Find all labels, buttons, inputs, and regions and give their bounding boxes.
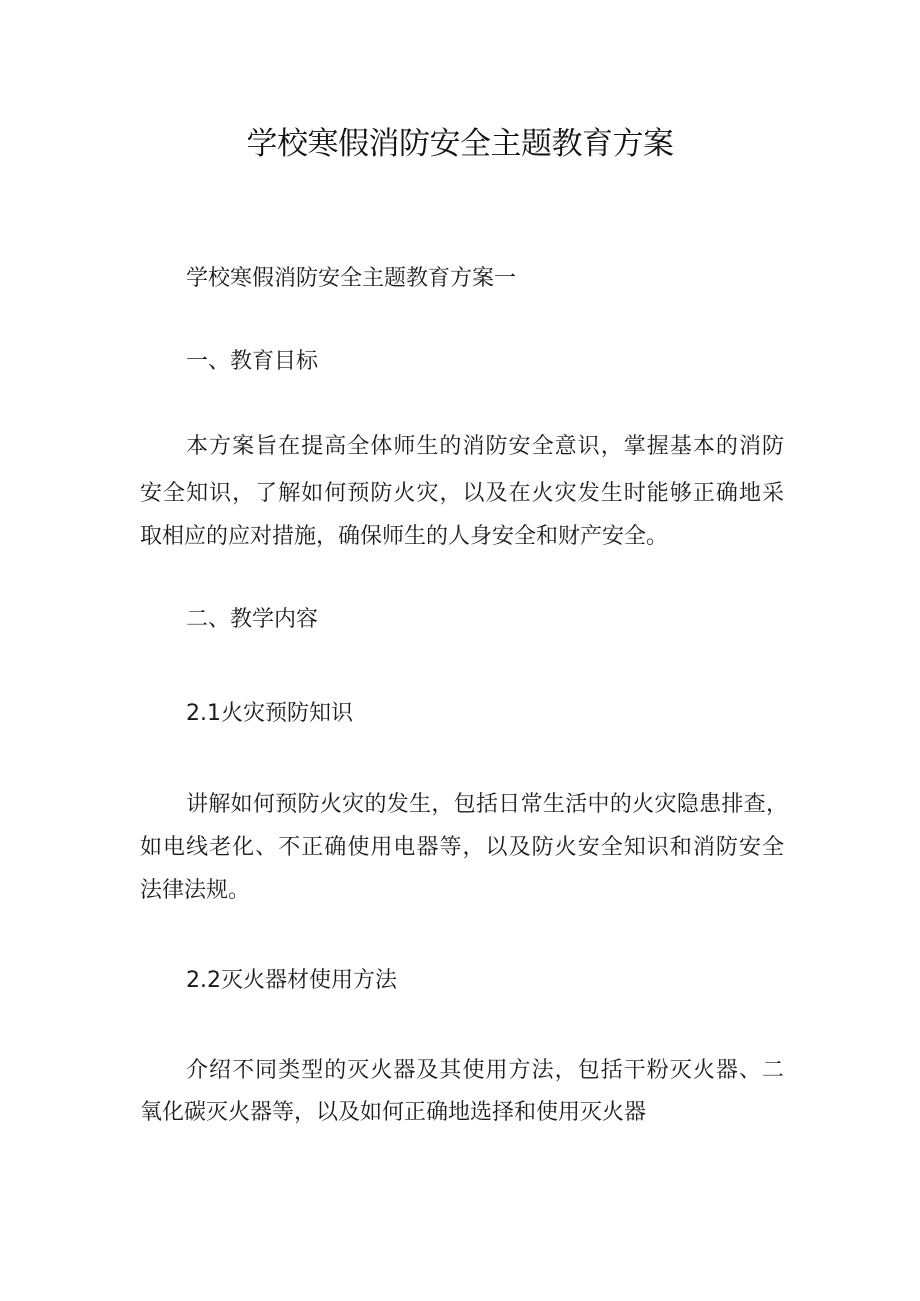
subsection-heading-fire-prevention: 2.1火灾预防知识 <box>186 701 353 726</box>
paragraph-line: 取相应的应对措施，确保师生的人身安全和财产安全。 <box>140 524 669 549</box>
paragraph-line: 安全知识，了解如何预防火灾，以及在火灾发生时能够正确地采 <box>140 481 784 506</box>
section-heading-teaching-content: 二、教学内容 <box>186 607 319 632</box>
document-title: 学校寒假消防安全主题教育方案 <box>246 126 674 162</box>
paragraph-line: 如电线老化、不正确使用电器等，以及防火安全知识和消防安全 <box>140 835 784 860</box>
plan-subtitle: 学校寒假消防安全主题教育方案一 <box>186 266 517 291</box>
paragraph-line: 本方案旨在提高全体师生的消防安全意识，掌握基本的消防 <box>186 434 784 459</box>
paragraph-line: 法律法规。 <box>140 878 251 903</box>
section-heading-education-goals: 一、教育目标 <box>186 349 319 374</box>
subsection-heading-extinguisher-usage: 2.2灭火器材使用方法 <box>186 968 397 993</box>
paragraph-line: 氧化碳灭火器等，以及如何正确地选择和使用灭火器 <box>140 1100 647 1125</box>
paragraph-line: 介绍不同类型的灭火器及其使用方法，包括干粉灭火器、二 <box>186 1058 784 1083</box>
paragraph-line: 讲解如何预防火灾的发生，包括日常生活中的火灾隐患排查， <box>186 792 788 817</box>
